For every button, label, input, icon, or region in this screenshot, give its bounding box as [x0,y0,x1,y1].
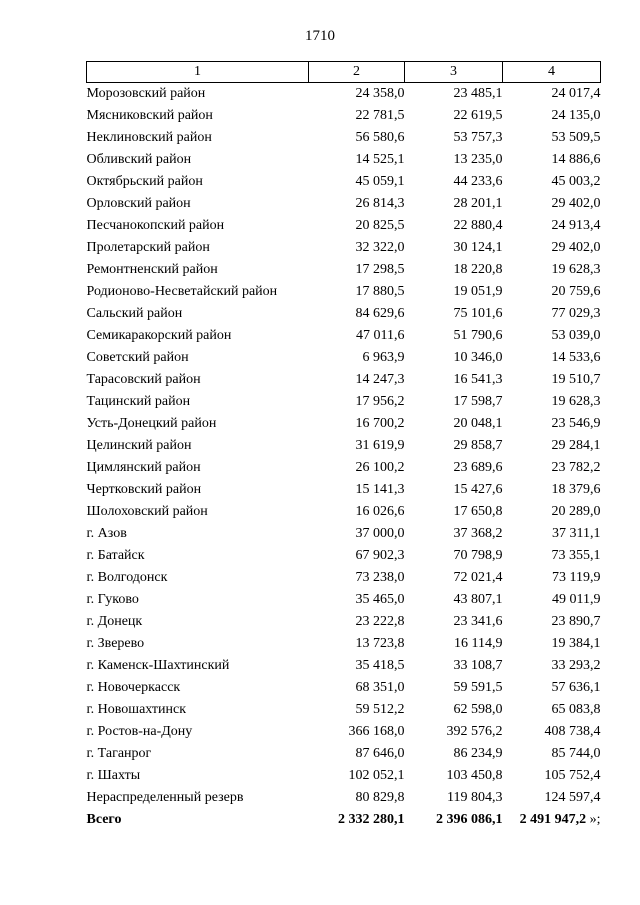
total-value-2: 2 332 280,1 [338,812,405,827]
row-value-4: 23 782,2 [551,460,601,475]
row-value-3: 17 650,8 [453,504,503,519]
table-body [87,83,601,810]
table-row [87,171,601,193]
row-label: г. Таганрог [86,746,152,761]
closing-quote-mark: »; [586,812,601,827]
table-row [87,391,601,413]
row-value-2: 15 141,3 [355,482,405,497]
table-row [87,633,601,655]
total-value-3: 2 396 086,1 [436,812,503,827]
budget-table [86,61,601,831]
row-value-4: 14 886,6 [551,152,601,167]
row-value-3: 86 234,9 [453,746,503,761]
row-value-2: 35 465,0 [355,592,405,607]
table-row [87,501,601,523]
row-value-3: 43 807,1 [453,592,503,607]
row-value-2: 87 646,0 [355,746,405,761]
row-value-4: 19 510,7 [551,372,601,387]
row-value-2: 102 052,1 [348,768,405,783]
row-label: г. Каменск-Шахтинский [86,658,230,673]
row-label: Обливский район [86,152,192,167]
row-value-4: 65 083,8 [551,702,601,717]
row-value-2: 22 781,5 [355,108,405,123]
row-value-2: 16 700,2 [355,416,405,431]
row-label: Целинский район [86,438,192,453]
row-value-4: 29 402,0 [551,196,601,211]
row-value-4: 73 119,9 [552,570,601,585]
row-value-2: 37 000,0 [355,526,405,541]
row-value-3: 18 220,8 [453,262,503,277]
row-label: Мясниковский район [86,108,213,123]
table-row [87,677,601,699]
row-label: г. Батайск [86,548,145,563]
row-value-2: 67 902,3 [355,548,405,563]
row-value-3: 59 591,5 [453,680,503,695]
row-value-3: 119 804,3 [447,790,503,805]
row-value-2: 59 512,2 [355,702,405,717]
row-value-4: 20 289,0 [551,504,601,519]
row-value-3: 23 689,6 [453,460,503,475]
row-value-3: 103 450,8 [446,768,503,783]
row-value-3: 70 798,9 [453,548,503,563]
row-value-3: 44 233,6 [453,174,503,189]
row-value-2: 17 956,2 [355,394,405,409]
header-col-4: 4 [503,62,601,83]
row-value-2: 24 358,0 [355,86,405,101]
table-row [87,215,601,237]
table-row [87,83,601,106]
row-value-2: 26 100,2 [355,460,405,475]
row-value-4: 24 135,0 [551,108,601,123]
table-row [87,523,601,545]
row-value-2: 45 059,1 [355,174,405,189]
table-row [87,413,601,435]
table-row [87,369,601,391]
header-col-3: 3 [405,62,503,83]
row-value-4: 18 379,6 [551,482,601,497]
row-label: Цимлянский район [86,460,201,475]
row-value-2: 16 026,6 [355,504,405,519]
row-label: г. Донецк [86,614,143,629]
row-value-3: 51 790,6 [453,328,503,343]
row-label: Родионово-Несветайский район [86,284,278,299]
row-value-3: 19 051,9 [453,284,503,299]
row-value-4: 24 017,4 [551,86,601,101]
row-value-3: 392 576,2 [446,724,503,739]
row-value-4: 20 759,6 [551,284,601,299]
row-value-2: 80 829,8 [355,790,405,805]
row-label: г. Зверево [86,636,145,651]
row-value-3: 29 858,7 [453,438,503,453]
row-value-4: 14 533,6 [551,350,601,365]
row-value-2: 17 880,5 [355,284,405,299]
table-row [87,259,601,281]
row-label: Нераспределенный резерв [86,790,244,805]
page-number: 1710 [305,28,335,44]
table-row [87,611,601,633]
row-value-4: 24 913,4 [551,218,601,233]
table-row [87,435,601,457]
table-row [87,655,601,677]
row-value-3: 28 201,1 [453,196,503,211]
row-label: г. Волгодонск [86,570,168,585]
row-value-2: 32 322,0 [355,240,405,255]
row-label: г. Новошахтинск [86,702,187,717]
row-value-4: 49 011,9 [552,592,601,607]
row-value-4: 105 752,4 [544,768,601,783]
row-value-4: 29 402,0 [551,240,601,255]
row-value-2: 366 168,0 [348,724,405,739]
table-row [87,699,601,721]
row-label: Пролетарский район [86,240,210,255]
row-value-2: 6 963,9 [362,350,405,365]
row-value-2: 73 238,0 [355,570,405,585]
row-value-3: 75 101,6 [453,306,503,321]
header-col-2: 2 [309,62,405,83]
row-value-2: 68 351,0 [355,680,405,695]
row-value-2: 56 580,6 [355,130,405,145]
table-row [87,193,601,215]
row-value-4: 19 628,3 [551,262,601,277]
row-label: г. Гуково [86,592,139,607]
row-value-4: 29 284,1 [551,438,601,453]
row-label: Ремонтненский район [86,262,218,277]
row-value-3: 16 114,9 [454,636,503,651]
total-value-4-number: 2 491 947,2 [519,812,587,827]
row-value-3: 62 598,0 [453,702,503,717]
row-value-4: 37 311,1 [552,526,601,541]
table-row [87,743,601,765]
table-row [87,105,601,127]
table-row [87,325,601,347]
row-value-4: 85 744,0 [551,746,601,761]
row-value-4: 53 509,5 [551,130,601,145]
row-label: г. Новочеркасск [86,680,181,695]
row-value-4: 23 546,9 [551,416,601,431]
row-label: Орловский район [86,196,191,211]
total-label: Всего [86,812,122,827]
row-value-4: 53 039,0 [551,328,601,343]
row-value-2: 84 629,6 [355,306,405,321]
row-value-4: 23 890,7 [551,614,601,629]
row-value-4: 57 636,1 [551,680,601,695]
table-row [87,303,601,325]
row-label: Песчанокопский район [86,218,225,233]
table-row [87,545,601,567]
table-row [87,567,601,589]
table-row [87,281,601,303]
row-value-3: 33 108,7 [453,658,503,673]
table-row [87,787,601,809]
total-value-4 [503,809,601,831]
row-value-4: 33 293,2 [551,658,601,673]
row-value-3: 10 346,0 [453,350,503,365]
table-row [87,149,601,171]
row-value-3: 22 619,5 [453,108,503,123]
table-row [87,479,601,501]
table-footer [87,809,601,831]
table-row [87,721,601,743]
row-value-2: 31 619,9 [355,438,405,453]
row-value-3: 53 757,3 [453,130,503,145]
row-label: г. Азов [86,526,127,541]
table-row [87,347,601,369]
row-value-3: 17 598,7 [453,394,503,409]
table-row [87,127,601,149]
row-value-4: 77 029,3 [551,306,601,321]
row-label: Неклиновский район [86,130,212,145]
row-value-3: 37 368,2 [453,526,503,541]
table-header [87,62,601,83]
row-label: Морозовский район [86,86,206,101]
table-row [87,589,601,611]
row-label: Тарасовский район [86,372,201,387]
row-label: Советский район [86,350,189,365]
row-value-4: 73 355,1 [551,548,601,563]
header-col-1: 1 [87,62,309,83]
row-value-3: 22 880,4 [453,218,503,233]
row-value-3: 23 341,6 [453,614,503,629]
row-label: Семикаракорский район [86,328,232,343]
row-value-2: 23 222,8 [355,614,405,629]
row-value-2: 14 247,3 [355,372,405,387]
row-value-2: 35 418,5 [355,658,405,673]
row-value-4: 408 738,4 [544,724,601,739]
row-label: г. Ростов-на-Дону [86,724,193,739]
row-value-3: 13 235,0 [453,152,503,167]
row-value-2: 26 814,3 [355,196,405,211]
table-row [87,237,601,259]
row-value-3: 23 485,1 [453,86,503,101]
table-row [87,765,601,787]
row-value-2: 17 298,5 [355,262,405,277]
table-row [87,457,601,479]
total-row [87,809,601,831]
row-label: Чертковский район [86,482,202,497]
row-value-4: 19 628,3 [551,394,601,409]
row-value-3: 30 124,1 [453,240,503,255]
header-row [87,62,601,83]
row-value-4: 45 003,2 [551,174,601,189]
row-label: Усть-Донецкий район [86,416,217,431]
row-value-3: 72 021,4 [453,570,503,585]
row-value-3: 16 541,3 [453,372,503,387]
row-value-4: 19 384,1 [551,636,601,651]
row-value-2: 14 525,1 [355,152,405,167]
row-label: Шолоховский район [86,504,208,519]
row-value-2: 47 011,6 [356,328,405,343]
row-value-2: 13 723,8 [355,636,405,651]
row-label: Октябрьский район [86,174,203,189]
row-value-3: 15 427,6 [453,482,503,497]
row-value-2: 20 825,5 [355,218,405,233]
row-value-3: 20 048,1 [453,416,503,431]
row-label: Тацинский район [86,394,191,409]
row-label: Сальский район [86,306,183,321]
row-label: г. Шахты [86,768,141,783]
row-value-4: 124 597,4 [544,790,601,805]
